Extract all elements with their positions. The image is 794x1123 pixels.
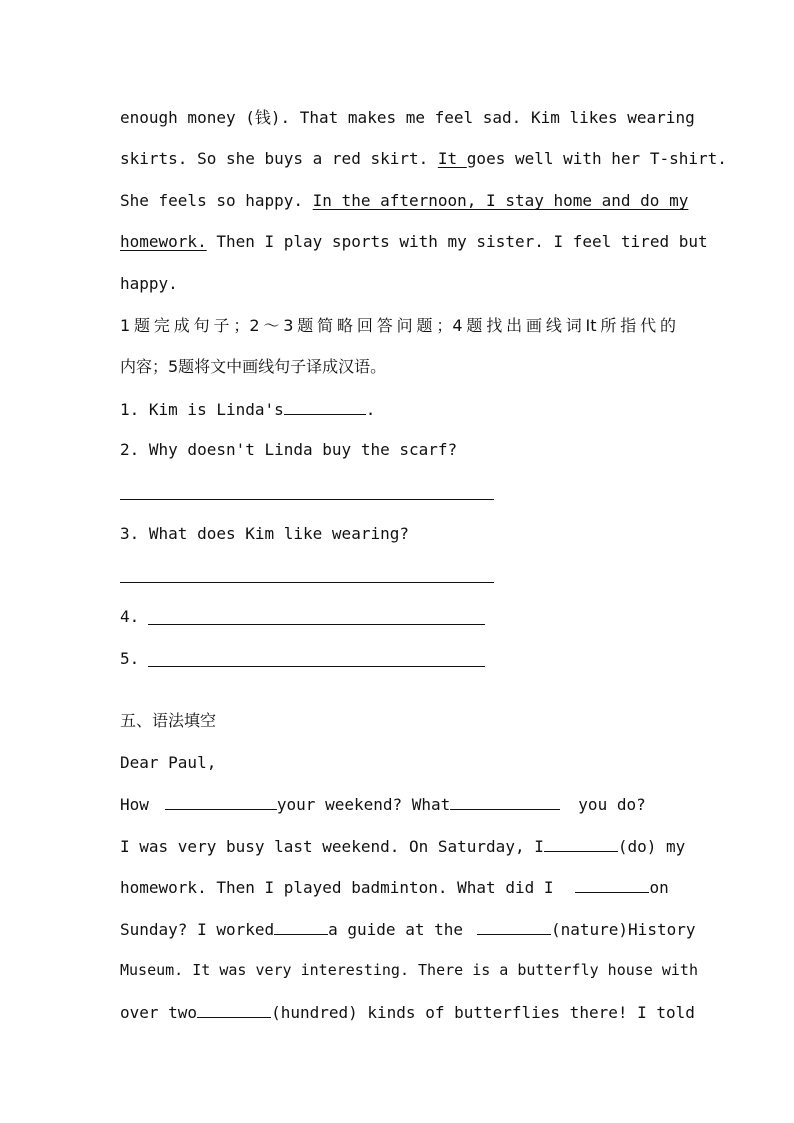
grammar-blank-6[interactable]	[477, 918, 551, 935]
grammar-blank-5[interactable]	[274, 918, 328, 935]
instructions-line-1: 1题完成句子；2～3题简略回答问题；4题找出画线词It所指代的	[120, 316, 676, 335]
question-5: 5.	[120, 649, 140, 668]
grammar-line-5: Museum. It was very interesting. There is a butterfly house with	[120, 961, 698, 979]
underlined-word-it: It	[437, 149, 467, 168]
grammar-text: over two	[120, 1003, 198, 1022]
grammar-text: Sunday? I worked	[120, 920, 275, 939]
answer-line-2[interactable]	[120, 499, 494, 500]
instructions-line-2: 内容；5题将文中画线句子译成汉语。	[120, 357, 387, 376]
question-4: 4.	[120, 607, 140, 626]
grammar-blank-3[interactable]	[544, 835, 618, 852]
passage-line-4	[120, 231, 708, 253]
underlined-sentence-part-1: In the afternoon, I stay home and do my	[312, 191, 689, 210]
grammar-line-3	[120, 876, 676, 898]
passage-text: Then I play sports with my sister. I feel tired but	[206, 232, 708, 251]
passage-text: goes well with her T-shirt.	[466, 149, 727, 168]
grammar-blank-2[interactable]	[450, 793, 560, 810]
grammar-text: How	[120, 795, 149, 814]
answer-line-5[interactable]	[148, 666, 485, 667]
grammar-text: homework. Then I played badminton. What did I	[120, 878, 554, 897]
passage-line-3	[120, 190, 689, 212]
section-title: 五、语法填空	[120, 711, 217, 730]
grammar-text: (hundred) kinds of butterflies there! I told	[271, 1003, 695, 1022]
grammar-text: I was very busy last weekend. On Saturday, I	[120, 837, 544, 856]
grammar-blank-4[interactable]	[575, 876, 649, 893]
grammar-blank-7[interactable]	[197, 1001, 271, 1018]
question-1-text: 1. Kim is Linda's	[120, 400, 284, 419]
grammar-text: on	[649, 878, 669, 897]
grammar-text: a guide at the	[328, 920, 463, 939]
grammar-line-6	[120, 1001, 695, 1023]
answer-line-3[interactable]	[120, 582, 494, 583]
question-2: 2. Why doesn't Linda buy the scarf?	[120, 440, 458, 459]
underlined-sentence-part-2: homework.	[120, 232, 207, 251]
question-1	[120, 398, 676, 420]
answer-blank-1[interactable]	[284, 398, 366, 415]
passage-text: She feels so happy.	[120, 191, 313, 210]
passage-line-1: enough money (钱). That makes me feel sad. Kim likes wearing	[120, 108, 695, 127]
grammar-text: you do?	[578, 795, 646, 814]
grammar-text: (nature)History	[550, 920, 696, 939]
question-1-period: .	[365, 400, 376, 419]
grammar-text: (do) my	[617, 837, 686, 856]
question-3: 3. What does Kim like wearing?	[120, 524, 409, 543]
grammar-line-4	[120, 918, 696, 940]
grammar-line-2	[120, 835, 686, 857]
letter-greeting: Dear Paul,	[120, 753, 217, 772]
passage-line-5: happy.	[120, 274, 178, 293]
grammar-blank-1[interactable]	[165, 793, 277, 810]
answer-line-4[interactable]	[148, 624, 485, 625]
grammar-text: your weekend? What	[276, 795, 451, 814]
grammar-line-1	[120, 793, 676, 815]
passage-line-2	[120, 148, 727, 170]
passage-text: skirts. So she buys a red skirt.	[120, 149, 438, 168]
